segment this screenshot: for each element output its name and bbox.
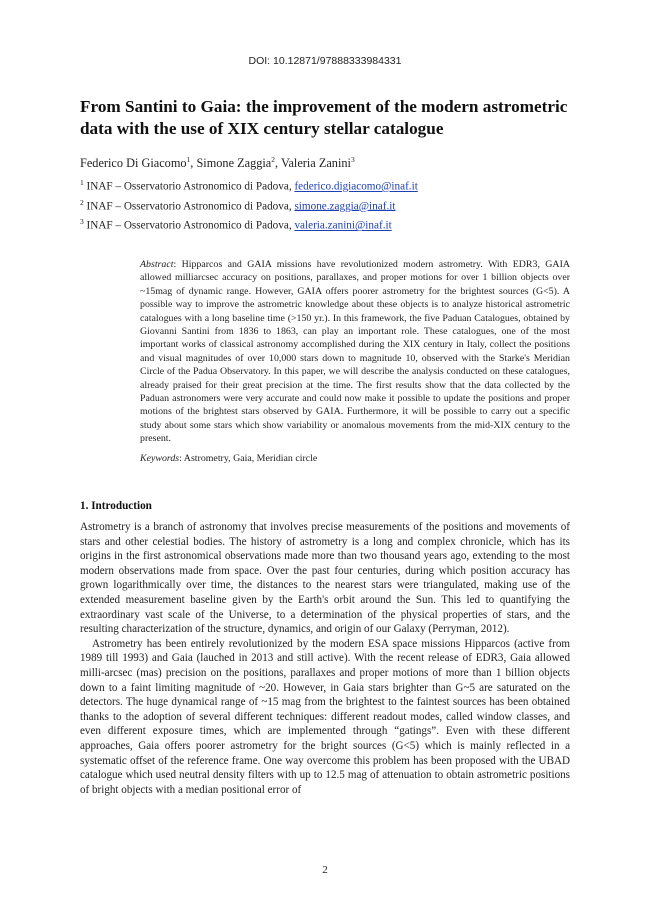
author-name: Federico Di Giacomo [80,156,187,171]
abstract-block [140,258,570,465]
email-link[interactable]: valeria.zanini@inaf.it [294,220,392,233]
paragraph: Astrometry is a branch of astronomy that involves precise measurements of the positions and movements of stars and other celestial bodies. The history of astrometry is a long and complex chronicle, which has its origins in the first astronomical observations made more than two thousand years ago, extending to the most modern observations made from space. Over the past four centuries, during which position accuracy has grown logarithmically over time, the distances to the nearest stars were triangulated, making use of the extended measurement baseline given by the Earth's orbit around the Sun. This led to quantifying the extraordinary vast scale of the Universe, to a determination of the physical properties of stars, and the resulting characterization of the structure, dynamics, and origin of our Galaxy (Perryman, 2012). [80,521,570,636]
author-sup: 3 [350,155,355,164]
paper-title: From Santini to Gaia: the improvement of the modern astrometric data with the use of XIX century stellar catalogue [80,97,568,138]
keywords-label: Keywords [140,452,180,464]
author-list: Federico Di Giacomo$^1$, Simone Zaggia$^2$, Valeria Zanini$^3$ [80,155,355,171]
keywords [140,452,570,465]
affiliation-sup: 1 [80,178,84,187]
affiliation-text: INAF – Osservatorio Astronomico di Padova, [86,200,295,213]
affiliation-sup: 3 [80,217,84,227]
affiliation-line [80,195,418,215]
affiliation-list [80,175,418,234]
body-text [80,520,570,797]
affiliation-line [80,175,418,195]
email-link[interactable]: federico.digiacomo@inaf.it [294,180,418,193]
author-name: Simone Zaggia [196,156,272,171]
email-link[interactable]: simone.zaggia@inaf.it [294,200,396,213]
keywords-body: : Astrometry, Gaia, Meridian circle [179,452,318,464]
page-number: 2 [322,864,328,876]
abstract-body: : Hipparcos and GAIA missions have revolutionized modern astrometry. With EDR3, GAIA allowed milliarcsec accuracy on positions, parallaxes, and proper motions for over 1 billion objects over ~15mag of dynamic range. However, GAIA offers poorer astrometry for the brightest sources (G<5). A possible way to improve the astrometric knowledge about these objects is to analyze historical astrometric catalogues with a long baseline time (>150 yr.). In this framework, the five Paduan Catalogues, obtained by Giovanni Santini from 1836 to 1863, can play an important role. These catalogues, one of the most important works of classical astronomy accomplished during the XIX century in Italy, collect the positions and visual magnitudes of over 10,000 stars down to magnitude 10, observed with the Starke's Meridian Circle of the Padua Observatory. In this paper, we will describe the analysis conducted on these catalogues, already praised for their great precision at the time. The first results show that the data collected by the Paduan astronomers were very accurate and could now make it possible to update the positions and proper motions of the brightest stars observed by GAIA. Furthermore, it will be possible to carry out a specific study about some stars which show variability or anomalous movements from the mid-XIX century to the present. [140,259,570,445]
affiliation-text: INAF – Osservatorio Astronomico di Padova, [86,220,295,233]
abstract-text [140,258,570,446]
author-sup: 1 [186,155,191,164]
affiliation-text: INAF – Osservatorio Astronomico di Padova, [86,180,295,193]
affiliation-sup: 2 [80,197,84,207]
affiliation-line [80,214,418,234]
author-sup: 2 [271,155,275,164]
section-heading: 1. Introduction [80,500,152,512]
doi-header: DOI: 10.12871/97888333984331 [248,55,402,67]
abstract-label: Abstract [140,259,174,270]
paragraph: Astrometry has been entirely revolutionized by the modern ESA space missions Hipparcos (active from 1989 till 1993) and Gaia (lauched in 2013 and still active). With the recent release of EDR3, Gaia allowed milli-arcsec (mas) precision on the positions, parallaxes and proper motions of more than 1 billion objects down to a faint limiting magnitude of ~20. However, in Gaia stars brighter than G~5 are saturated on the detectors. The huge dynamical range of ~15 mag from the brightest to the faintest sources has been obtained thanks to the adoption of several different techniques: different readout modes, called window classes, and even different exposure times, which are implemented through “gatings”. Even with these different approaches, Gaia offers poorer astrometry for the bright sources (G<5) which is mainly reflected in a systematic offset of the reference frame. One way overcome this problem has been proposed with the UBAD catalogue which used neutral density filters with up to 12.5 mag of attenuation to obtain astrometric positions of bright objects with a median positional error of [80,637,570,796]
author-name: Valeria Zanini [280,156,351,171]
